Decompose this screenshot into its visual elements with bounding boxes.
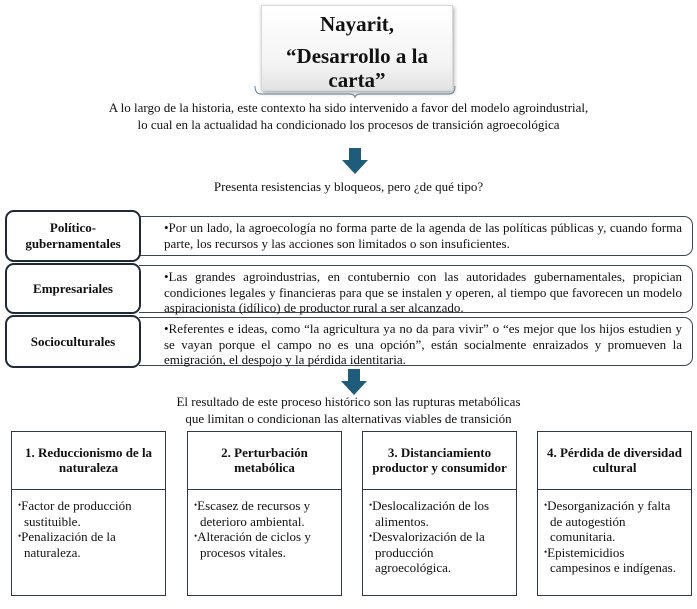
resistance-text-empresariales: •Las grandes agroindustrias, en contubernio con las autoridades gubernamentales, propician condiciones legales y financieras para que se instalen y operen, al tiempo que favorecen un modelo aspiracionista (idílico) de productor rural a ser alcanzado. xyxy=(139,265,693,313)
rupture-list xyxy=(188,490,341,560)
rupture-item: • Factor de producción sustituible. xyxy=(18,498,159,529)
rupture-list xyxy=(538,490,691,576)
resistance-label-empresariales: Empresariales xyxy=(5,263,141,314)
down-arrow-icon xyxy=(342,148,368,174)
title-line-2: “Desarrollo a la carta” xyxy=(286,44,428,92)
result-text xyxy=(0,393,697,427)
rupture-box-4 xyxy=(537,431,692,596)
result-line-2: que limitan o condicionan las alternativas viables de transición xyxy=(185,411,512,426)
result-line-1: El resultado de este proceso histórico son las rupturas metabólicas xyxy=(176,394,521,409)
rupture-item: • Desvalorización de la producción agroecológica. xyxy=(369,529,510,576)
title-box xyxy=(261,5,453,91)
resistance-label-socioculturales: Socioculturales xyxy=(5,315,141,368)
title-line-1: Nayarit, xyxy=(319,12,395,36)
resistance-text-socioculturales: •Referentes e ideas, como “la agricultura ya no da para vivir” o “es mejor que los hijos estudien y se vayan porque el campo no es una opción”, están socialmente enraizados y promueven la emigración, el despojo y la pérdida identitaria. xyxy=(139,317,693,366)
rupture-box-2 xyxy=(187,431,342,596)
rupture-box-1 xyxy=(11,431,166,596)
question-text: Presenta resistencias y bloqueos, pero ¿de qué tipo? xyxy=(213,179,484,194)
intro-line-1: A lo largo de la historia, este contexto ha sido intervenido a favor del modelo agroindustrial, xyxy=(108,100,589,115)
rupture-item: • Epistemicidios campesinos e indígenas. xyxy=(544,545,685,576)
rupture-title: 3. Distanciamiento productor y consumidor xyxy=(363,432,516,490)
rupture-title: 2. Perturbación metabólica xyxy=(188,432,341,490)
title-bracket xyxy=(253,86,457,98)
rupture-list xyxy=(363,490,516,576)
rupture-item: • Deslocalización de los alimentos. xyxy=(369,498,510,529)
resistance-label-politico: Político-gubernamentales xyxy=(5,210,141,262)
rupture-title: 4. Pérdida de diversidad cultural xyxy=(538,432,691,490)
rupture-box-3 xyxy=(362,431,517,596)
resistance-text-politico: •Por un lado, la agroecología no forma parte de la agenda de las políticas públicas y, cuando forma parte, los recursos y las acciones son limitados o son insuficientes. xyxy=(139,216,693,256)
rupture-title: 1. Reduccionismo de la naturaleza xyxy=(12,432,165,490)
rupture-item: • Escasez de recursos y deterioro ambiental. xyxy=(194,498,335,529)
down-arrow-icon xyxy=(341,369,367,395)
rupture-item: • Alteración de ciclos y procesos vitales. xyxy=(194,529,335,560)
rupture-item: • Desorganización y falta de autogestión comunitaria. xyxy=(544,498,685,545)
rupture-list xyxy=(12,490,165,560)
intro-line-2: lo cual en la actualidad ha condicionado los procesos de transición agroecológica xyxy=(137,117,560,132)
intro-text xyxy=(0,99,697,133)
rupture-item: • Penalización de la naturaleza. xyxy=(18,529,159,560)
